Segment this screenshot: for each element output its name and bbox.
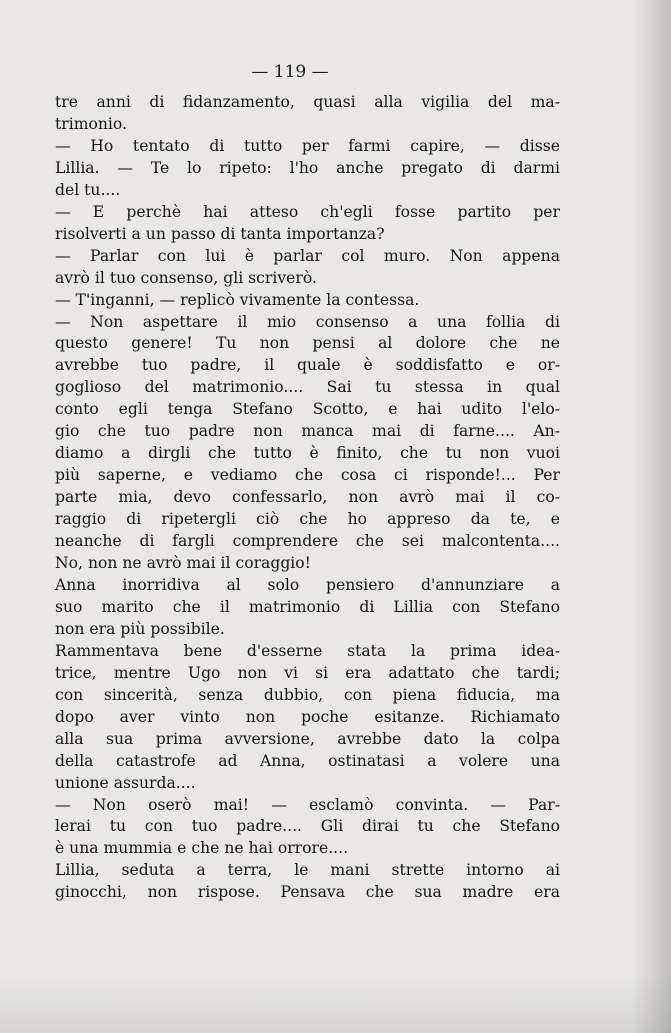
text-line: dopo aver vinto non poche esitanze. Richiamato bbox=[55, 707, 560, 726]
text-line: — E perchè hai atteso ch'egli fosse partito per bbox=[55, 202, 560, 221]
text-line: non era più possibile. bbox=[55, 619, 225, 638]
text-line: della catastrofe ad Anna, ostinatasi a volere una bbox=[55, 751, 560, 770]
text-line: del tu.... bbox=[55, 180, 121, 199]
text-line: tre anni di fidanzamento, quasi alla vigilia del ma- bbox=[55, 93, 560, 111]
text-line: goglioso del matrimonio.... Sai tu stessa in qual bbox=[55, 378, 560, 397]
text-line: con sincerità, senza dubbio, con piena fiducia, ma bbox=[55, 685, 560, 704]
text-line: — Ho tentato di tutto per farmi capire, — disse bbox=[55, 136, 560, 155]
text-line: lerai tu con tuo padre.... Gli dirai tu che Stefano bbox=[55, 817, 560, 836]
text-line: avrebbe tuo padre, il quale è soddisfatto e or- bbox=[55, 356, 560, 375]
text-line: No, non ne avrò mai il coraggio! bbox=[55, 554, 311, 573]
text-line: Rammentava bene d'esserne stata la prima idea- bbox=[55, 641, 560, 660]
text-line: Lillia, seduta a terra, le mani strette intorno ai bbox=[55, 861, 560, 880]
text-line: risolverti a un passo di tanta importanza? bbox=[55, 224, 385, 243]
text-line: — T'inganni, — replicò vivamente la contessa. bbox=[55, 290, 420, 309]
text-line: Lillia. — Te lo ripeto: l'ho anche pregato di darmi bbox=[55, 158, 560, 177]
body-text bbox=[55, 92, 560, 904]
text-line: Anna inorridiva al solo pensiero d'annunziare a bbox=[55, 575, 560, 594]
text-line: conto egli tenga Stefano Scotto, e hai udito l'elo- bbox=[55, 400, 560, 419]
text-line: è una mummia e che ne hai orrore.... bbox=[55, 839, 349, 858]
text-line: questo genere! Tu non pensi al dolore che ne bbox=[55, 334, 560, 353]
text-line: ginocchi, non rispose. Pensava che sua madre era bbox=[55, 883, 560, 902]
text-line: — Non aspettare il mio consenso a una follia di bbox=[55, 312, 560, 331]
text-line: raggio di ripetergli ciò che ho appreso da te, e bbox=[55, 510, 560, 529]
text-line: — Parlar con lui è parlar col muro. Non appena bbox=[55, 246, 560, 265]
text-line: trimonio. bbox=[55, 114, 127, 133]
text-line: più saperne, e vediamo che cosa ci risponde!... Per bbox=[55, 466, 560, 485]
page-edge-shadow bbox=[631, 0, 671, 1033]
text-line: trice, mentre Ugo non vi si era adattato che tardi; bbox=[55, 663, 560, 682]
text-line: suo marito che il matrimonio di Lillia con Stefano bbox=[55, 597, 560, 616]
text-line: diamo a dirgli che tutto è finito, che tu non vuoi bbox=[55, 444, 560, 463]
text-line: parte mia, devo confessarlo, non avrò mai il co- bbox=[55, 488, 560, 507]
text-line: unione assurda.... bbox=[55, 773, 196, 792]
text-line: alla sua prima avversione, avrebbe dato la colpa bbox=[55, 729, 560, 748]
page-number: — 119 — bbox=[251, 62, 329, 82]
text-line: neanche di fargli comprendere che sei malcontenta.... bbox=[55, 532, 560, 551]
text-line: — Non oserò mai! — esclamò convinta. — Par- bbox=[55, 795, 560, 814]
page-bottom-shadow bbox=[0, 973, 671, 1033]
text-line: gio che tuo padre non manca mai di farne.... An- bbox=[55, 422, 560, 441]
text-line: avrò il tuo consenso, gli scriverò. bbox=[55, 268, 317, 287]
